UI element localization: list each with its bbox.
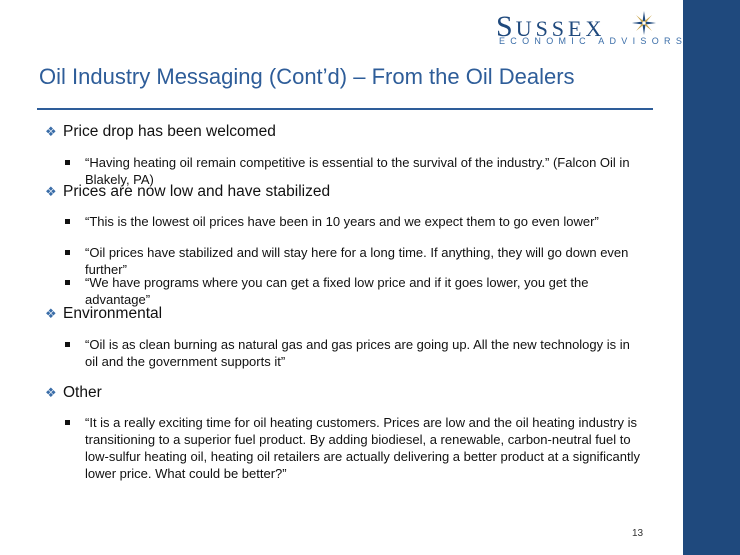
diamond-bullet-icon: ❖ xyxy=(45,306,57,321)
square-bullet-icon xyxy=(65,342,70,347)
page-number: 13 xyxy=(632,528,644,539)
logo-subtitle: ECONOMIC ADVISORS xyxy=(499,36,688,46)
diamond-bullet-icon: ❖ xyxy=(45,385,57,400)
section-heading: ❖ Price drop has been welcomed xyxy=(45,123,276,140)
compass-star-icon xyxy=(632,11,656,35)
list-item: “Oil prices have stabilized and will stay here for a long time. If anything, they will go down even further” xyxy=(65,244,645,278)
logo-wordmark: SUSSEX xyxy=(496,10,606,43)
section-heading: ❖ Other xyxy=(45,384,102,401)
title-divider xyxy=(37,108,653,110)
slide-title: Oil Industry Messaging (Cont’d) – From the Oil Dealers xyxy=(39,64,575,89)
diamond-bullet-icon: ❖ xyxy=(45,184,57,199)
list-item: “We have programs where you can get a fixed low price and if it goes lower, you get the advantage” xyxy=(65,274,645,308)
right-sidebar-band xyxy=(683,0,740,555)
list-item: “It is a really exciting time for oil heating customers. Prices are low and the oil heating industry is transitioning to a superior fuel product. By adding biodiesel, a renewable, carbon-neutral fuel to low-sulfur heating oil, heating oil retailers are actually delivering a better product at a significantly lower price. What could be better?” xyxy=(65,414,645,482)
square-bullet-icon xyxy=(65,160,70,165)
square-bullet-icon xyxy=(65,250,70,255)
list-item: “Oil is as clean burning as natural gas and gas prices are going up. All the new technology is in oil and the government supports it” xyxy=(65,336,645,370)
square-bullet-icon xyxy=(65,280,70,285)
list-item: “Having heating oil remain competitive is essential to the survival of the industry.” (Falcon Oil in Blakely, PA) xyxy=(65,154,645,188)
square-bullet-icon xyxy=(65,420,70,425)
sussex-logo xyxy=(496,8,688,48)
section-heading: ❖ Prices are now low and have stabilized xyxy=(45,183,331,200)
list-item: “This is the lowest oil prices have been in 10 years and we expect them to go even lower” xyxy=(65,213,645,230)
section-heading: ❖ Environmental xyxy=(45,305,163,322)
square-bullet-icon xyxy=(65,219,70,224)
diamond-bullet-icon: ❖ xyxy=(45,124,57,139)
